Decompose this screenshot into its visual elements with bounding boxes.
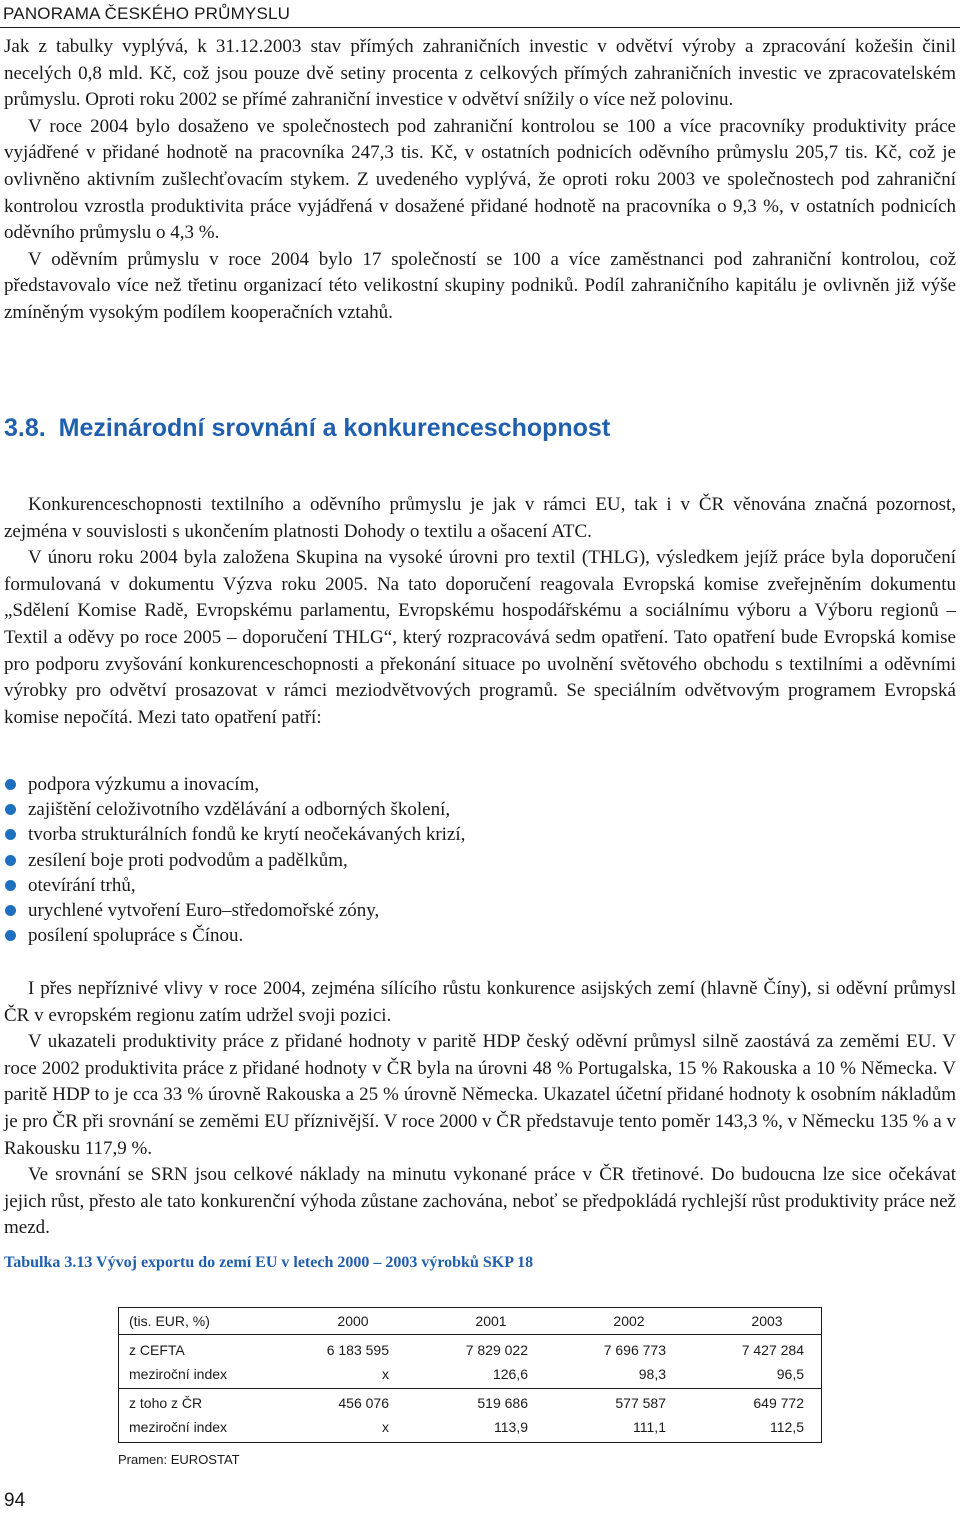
list-item: tvorba strukturálních fondů ke krytí neočekávaných krizí, (4, 822, 944, 847)
paragraph: Jak z tabulky vyplývá, k 31.12.2003 stav přímých zahraničních investic v odvětví výroby a zpracování kožešin činil necelých 0,8 mld. Kč, což jsou pouze dvě setiny procenta z celkových přímých zahraničních investic ve zpracovatelském průmyslu. Oproti roku 2002 se přímé zahraniční investice v odvětví snížily o více než polovinu. (4, 36, 956, 111)
export-table (118, 1307, 822, 1443)
row-label: meziroční index (129, 1419, 228, 1435)
row-label: z toho z ČR (129, 1395, 203, 1411)
section-title: Mezinárodní srovnání a konkurenceschopnost (58, 414, 611, 442)
paragraph: V ukazateli produktivity práce z přidané hodnoty v paritě HDP český oděvní průmysl silně zaostává za zeměmi EU. V roce 2002 produktivita práce z přidané hodnoty v ČR byla na úrovni 48 % Portugalska, 15 % Rakouska a 10 % Německa. V paritě HDP to je cca 33 % úrovně Rakouska a 25 % úrovně Německa. Ukazatel účetní přidané hodnoty k osobním nákladům je pro ČR při srovnání se zeměmi EU příznivější. V roce 2000 v ČR představuje tento poměr 143,3 %, v Německu 135 % a v Rakousku 117,9 %. (4, 1031, 956, 1159)
table-cell: 7 696 773 (603, 1342, 666, 1358)
table-cell: 98,3 (638, 1366, 666, 1382)
table-cell: 7 829 022 (465, 1342, 528, 1358)
bullet-icon (5, 880, 16, 891)
table-source: Pramen: EUROSTAT (118, 1452, 240, 1467)
table-cell: 519 686 (477, 1395, 528, 1411)
table-caption: Tabulka 3.13 Vývoj exportu do zemí EU v letech 2000 – 2003 výrobků SKP 18 (4, 1254, 534, 1271)
bullet-icon (5, 779, 16, 790)
row-label: z CEFTA (129, 1342, 185, 1358)
section-number: 3.8. (4, 414, 46, 442)
bullet-icon (5, 829, 16, 840)
paragraph: Konkurenceschopnosti textilního a oděvního průmyslu je jak v rámci EU, tak i v ČR věnována značná pozornost, zejména v souvislosti s ukončením platnosti Dohody o textilu a ošacení ATC. (4, 494, 956, 542)
row-label: meziroční index (129, 1366, 228, 1382)
column-header: 2001 (475, 1313, 507, 1329)
bullet-icon (5, 905, 16, 916)
paragraph: Ve srovnání se SRN jsou celkové náklady na minutu vykonané práce v ČR třetinové. Do budoucna lze sice očekávat jejich růst, přesto ale tato konkurenční výhoda zůstane zachována, neboť se předpokládá rychlejší růst produktivity práce než mezd. (4, 1164, 956, 1239)
table-cell: 126,6 (492, 1366, 528, 1382)
paragraph: V oděvním průmyslu v roce 2004 bylo 17 společností se 100 a více zaměstnanci pod zahraniční kontrolou, což představovalo více než třetinu organizací této velikostní skupiny podniků. Podíl zahraničního kapitálu je ovlivněn již výše zmíněným vysokým podílem kooperačních vztahů. (4, 248, 956, 323)
column-header: 2003 (751, 1313, 783, 1329)
section-text (4, 492, 956, 731)
list-item: urychlené vytvoření Euro–středomořské zóny, (4, 898, 944, 923)
column-header: 2000 (337, 1313, 369, 1329)
table-cell: x (382, 1419, 389, 1435)
table-cell: 649 772 (753, 1395, 804, 1411)
closing-text (4, 976, 956, 1242)
bullet-icon (5, 930, 16, 941)
table-cell: 6 183 595 (326, 1342, 389, 1358)
table-cell: 456 076 (338, 1395, 389, 1411)
list-item: podpora výzkumu a inovacím, (4, 772, 944, 797)
table-cell: 111,1 (633, 1419, 666, 1435)
bullet-icon (5, 804, 16, 815)
table-cell: 112,5 (770, 1419, 804, 1435)
paragraph: V únoru roku 2004 byla založena Skupina na vysoké úrovni pro textil (THLG), výsledkem jejíž práce byla doporučení formulovaná v dokumentu Výzva roku 2005. Na tato doporučení reagovala Evropská komise zveřejněním dokumentu „Sdělení Komise Radě, Evropskému parlamentu, Evropskému hospodářskému a sociálnímu výboru a Výboru regionů – Textil a oděvy po roce 2005 – doporučení THLG“, který rozpracovává sedm opatření. Tato opatření bude Evropská komise pro podporu zvyšování konkurenceschopnosti a překonání situace po uvolnění světového obchodu s textilními a oděvními výrobky pro odvětví prosazovat v rámci meziodvětvových programů. Se speciálním odvětvovým programem Evropská komise nepočítá. Mezi tato opatření patří: (4, 547, 956, 728)
list-item: otevírání trhů, (4, 873, 944, 898)
table-cell: 577 587 (615, 1395, 666, 1411)
table-unit-label: (tis. EUR, %) (129, 1313, 210, 1329)
measures-list (4, 772, 944, 948)
paragraph: I přes nepříznivé vlivy v roce 2004, zejména sílícího růstu konkurence asijských zemí (hlavně Číny), si oděvní průmysl ČR v evropském regionu zatím udržel svoji pozici. (4, 978, 956, 1026)
section-heading (4, 414, 610, 443)
column-header: 2002 (613, 1313, 645, 1329)
table-cell: 96,5 (776, 1366, 804, 1382)
table-cell: x (382, 1366, 389, 1382)
table-divider (119, 1334, 821, 1335)
list-item: zesílení boje proti podvodům a padělkům, (4, 848, 944, 873)
running-head: PANORAMA ČESKÉHO PRŮMYSLU (0, 0, 960, 28)
table-divider (119, 1388, 821, 1389)
table-cell: 7 427 284 (741, 1342, 804, 1358)
intro-text (4, 34, 956, 327)
table-cell: 113,9 (494, 1419, 528, 1435)
list-item: zajištění celoživotního vzdělávání a odborných školení, (4, 797, 944, 822)
list-item: posílení spolupráce s Čínou. (4, 923, 944, 948)
bullet-icon (5, 855, 16, 866)
paragraph: V roce 2004 bylo dosaženo ve společnostech pod zahraniční kontrolou se 100 a více pracovníky produktivity práce vyjádřené v přidané hodnotě na pracovníka 247,3 tis. Kč, v ostatních podnicích oděvního průmyslu 205,7 tis. Kč, což je ovlivněno aktivním zušlechťovacím stykem. Z uvedeného vyplývá, že oproti roku 2003 ve společnostech pod zahraniční kontrolou vzrostla produktivita práce vyjádřená v dosažené přidané hodnotě na pracovníka o 9,3 %, v ostatních podnicích oděvního průmyslu o 4,3 %. (4, 115, 956, 244)
page-number: 94 (4, 1490, 26, 1511)
